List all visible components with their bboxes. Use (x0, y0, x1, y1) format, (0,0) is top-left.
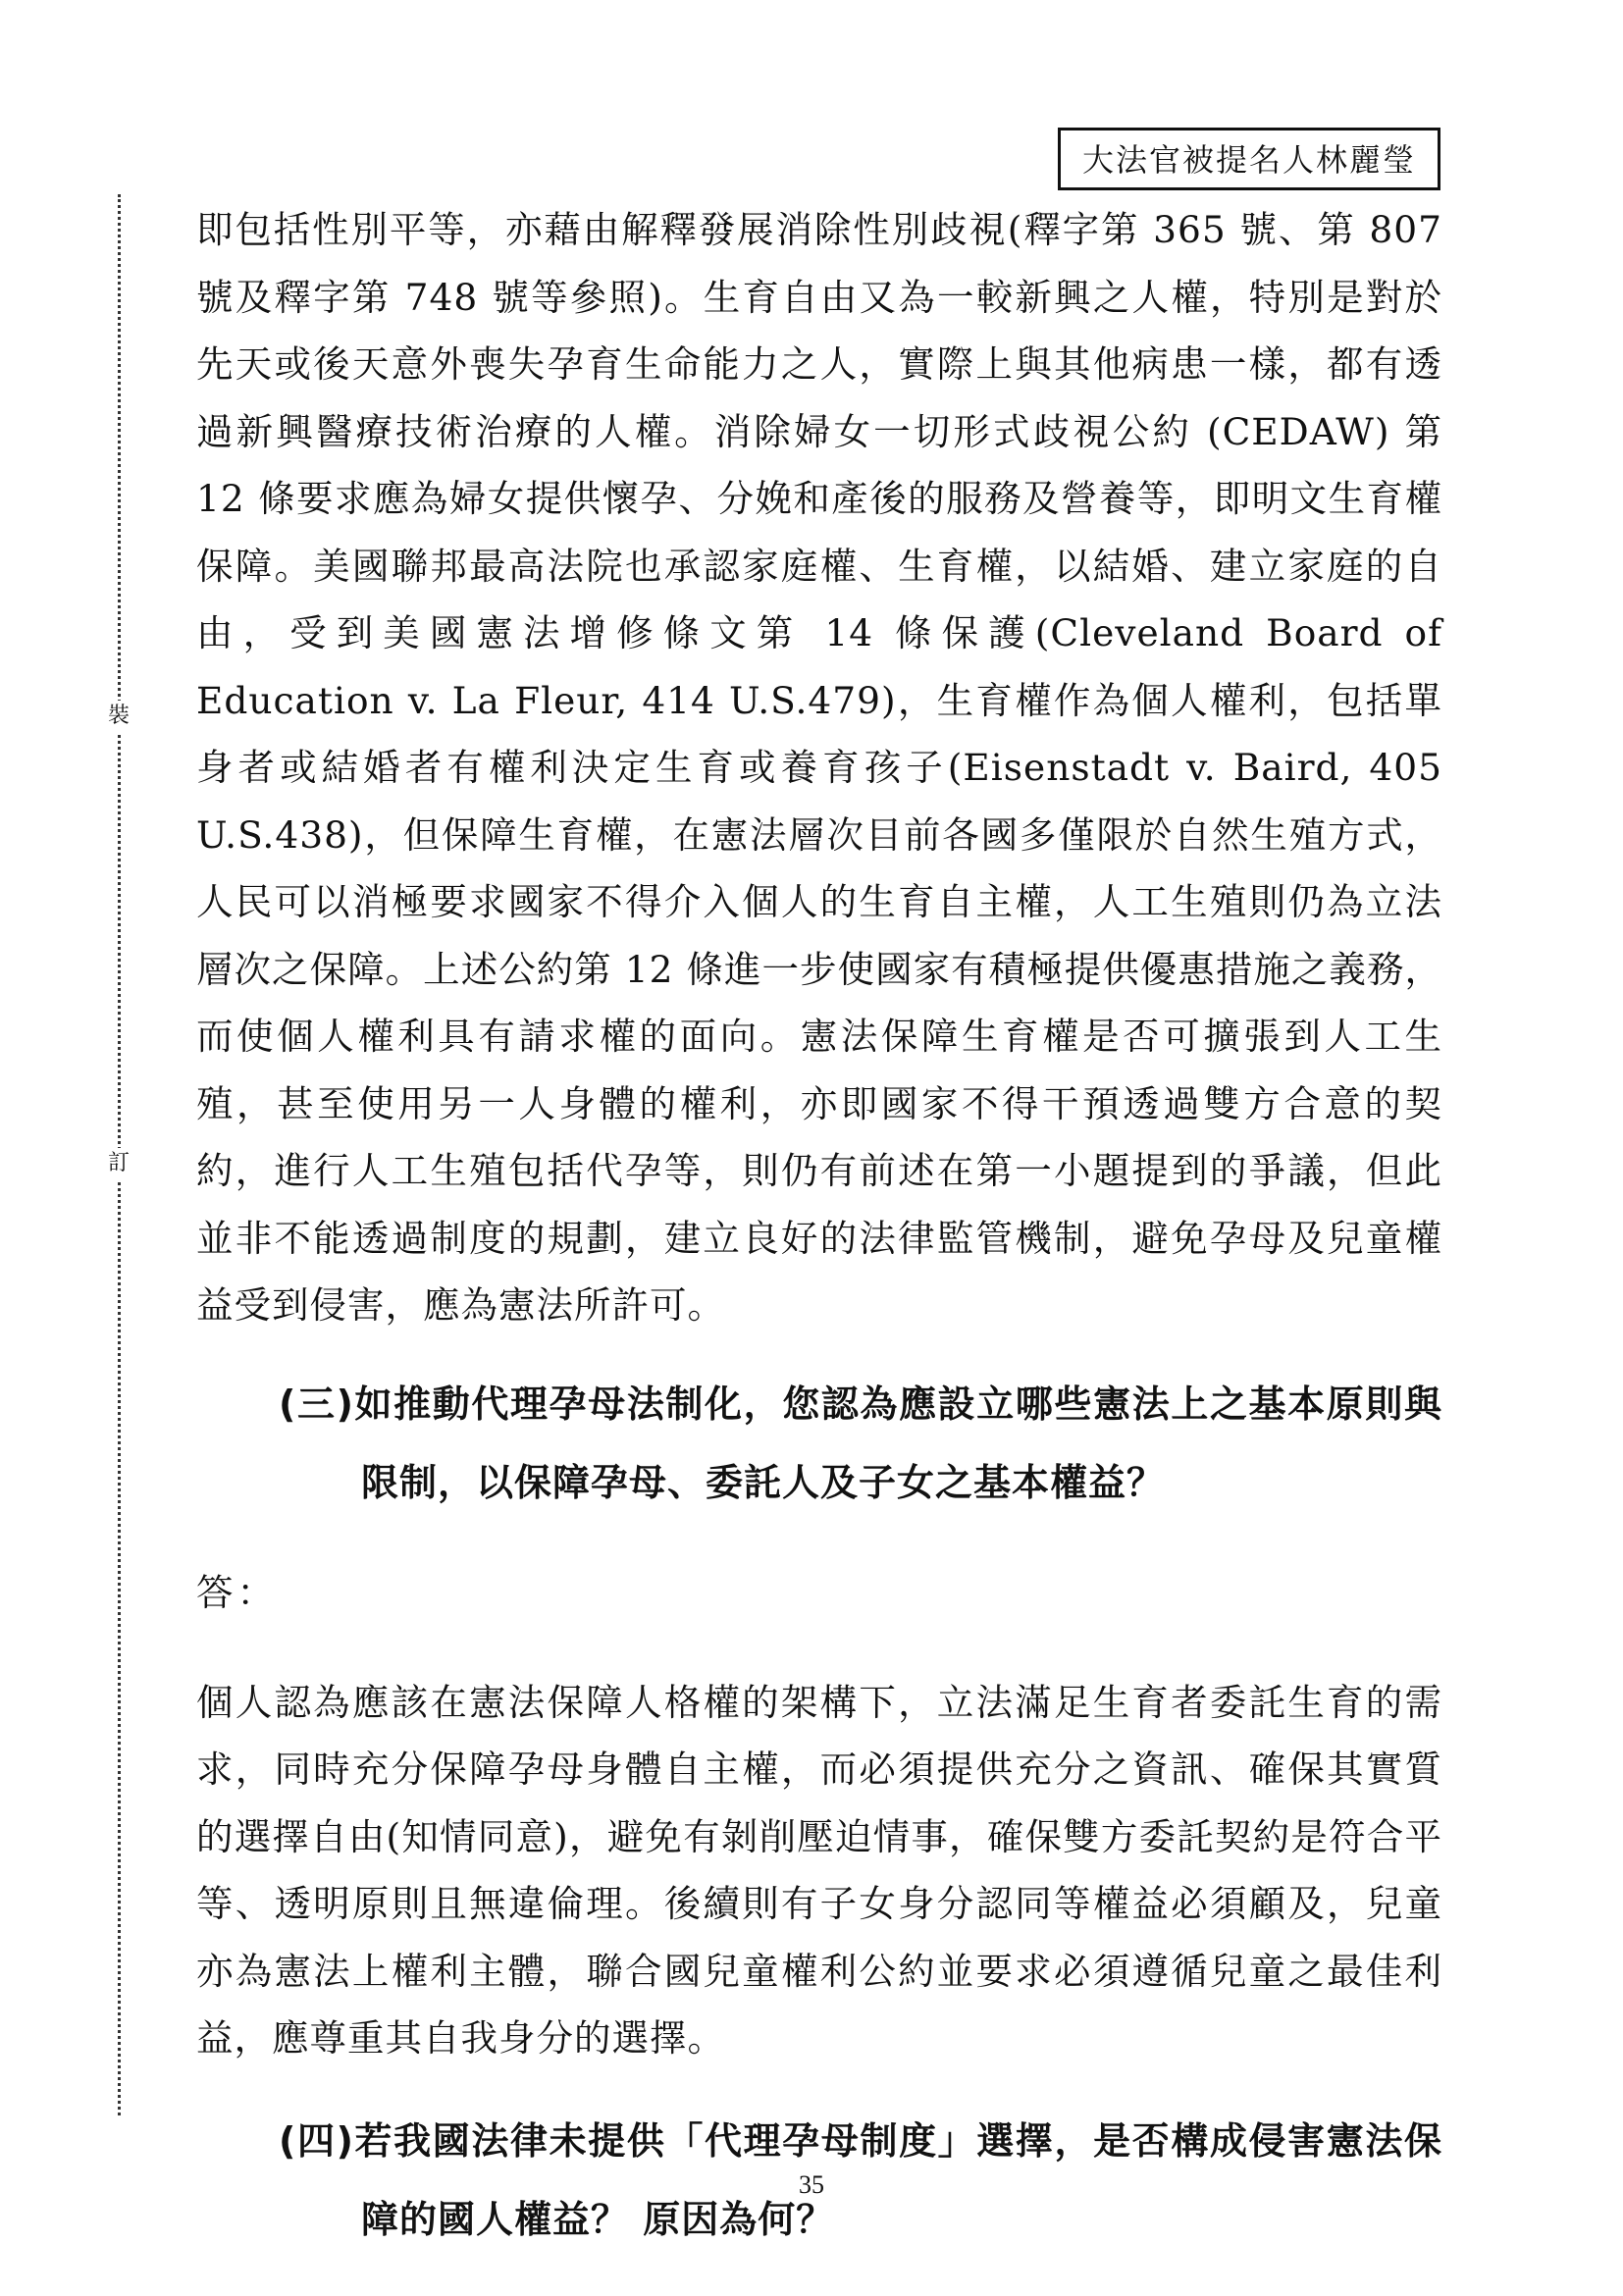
header-title-box: 大法官被提名人林麗瑩 (1058, 128, 1440, 190)
paragraph-reproductive-rights: 即包括性別平等，亦藉由解釋發展消除性別歧視(釋字第 365 號、第 807 號及釋字第 748 號等參照)。生育自由又為一較新興之人權，特別是對於先天或後天意外喪失孕育生命能力之人，實際上與其他病患一樣，都有透過新興醫療技術治療的人權。消除婦女一切形式歧視公約 (CEDAW) 第 12 條要求應為婦女提供懷孕、分娩和產後的服務及營養等，即明文生育權保障。美國聯邦最高法院也承認家庭權、生育權，以結婚、建立家庭的自由，受到美國憲法增修條文第 14 條保護(Cleveland Board of Education v. La Fleur, 414 U.S.479)，生育權作為個人權利，包括單身者或結婚者有權利決定生育或養育孩子(Eisenstadt v. Baird, 405 U.S.438)，但保障生育權，在憲法層次目前各國多僅限於自然生殖方式，人民可以消極要求國家不得介入個人的生育自主權，人工生殖則仍為立法層次之保障。上述公約第 12 條進一步使國家有積極提供優惠措施之義務，而使個人權利具有請求權的面向。憲法保障生育權是否可擴張到人工生殖，甚至使用另一人身體的權利，亦即國家不得干預透過雙方合意的契約，進行人工生殖包括代孕等，則仍有前述在第一小題提到的爭議，但此並非不能透過制度的規劃，建立良好的法律監管機制，避免孕母及兒童權益受到侵害，應為憲法所許可。 (196, 208, 1442, 1327)
page-number: 35 (799, 2170, 824, 2199)
question-4-heading: (四)若我國法律未提供「代理孕母制度」選擇，是否構成侵害憲法保障的國人權益？ 原因為何？ (279, 2118, 1442, 2241)
paragraph-answer-3: 個人認為應該在憲法保障人格權的架構下，立法滿足生育者委託生育的需求，同時充分保障孕母身體自主權，而必須提供充分之資訊、確保其實質的選擇自由(知情同意)，避免有剝削壓迫情事，確保雙方委託契約是符合平等、透明原則且無違倫理。後續則有子女身分認同等權益必須顧及，兒童亦為憲法上權利主體，聯合國兒童權利公約並要求必須遵循兒童之最佳利益，應尊重其自我身分的選擇。 (196, 1680, 1442, 2060)
binding-mark-upper: 裝 (102, 701, 135, 732)
binding-mark-lower: 訂 (102, 1148, 135, 1179)
question-3-heading: (三)如推動代理孕母法制化，您認為應設立哪些憲法上之基本原則與限制，以保障孕母、委託人及子女之基本權益？ (279, 1382, 1442, 1504)
page-body (196, 196, 1442, 2296)
answer-label: 答： (196, 1570, 278, 1614)
